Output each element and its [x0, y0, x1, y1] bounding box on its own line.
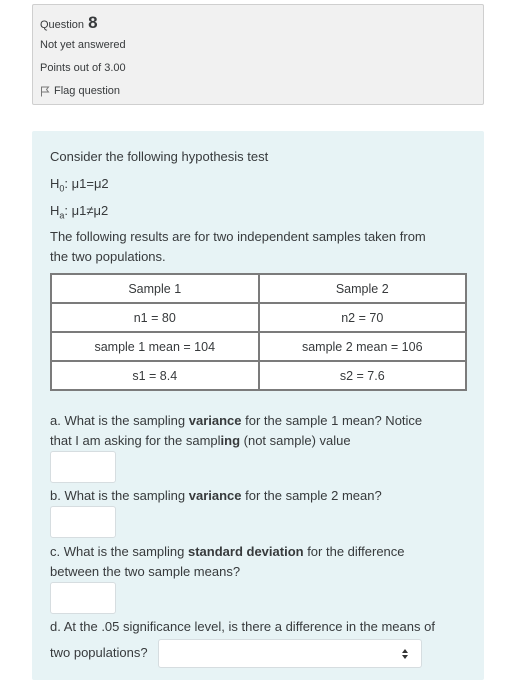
h0-text: : μ1=μ2: [64, 176, 109, 191]
ha-subscript: a: [59, 210, 65, 221]
table-row: [51, 361, 466, 390]
h0-subscript: 0: [59, 183, 65, 194]
table-cell: s1 = 8.4: [51, 361, 259, 390]
question-grade: Points out of 3.00: [40, 62, 126, 74]
table-header: Sample 1: [51, 274, 259, 303]
part-a-b2: ing: [220, 433, 241, 448]
question-number: [40, 13, 98, 33]
ha-symbol: H: [50, 203, 60, 218]
flag-question-link[interactable]: [40, 85, 120, 97]
table-cell: sample 1 mean = 104: [51, 332, 259, 361]
null-hypothesis: [50, 174, 109, 199]
flag-icon: [40, 86, 50, 97]
question-content: [32, 131, 484, 680]
results-line-2: the two populations.: [50, 249, 166, 264]
question-info-panel: [32, 4, 484, 105]
part-c-t1: c. What is the sampling: [50, 544, 188, 559]
h0-symbol: H: [50, 176, 60, 191]
ha-text: : μ1≠μ2: [64, 203, 109, 218]
flag-question-label: Flag question: [54, 85, 121, 97]
question-intro: Consider the following hypothesis test: [50, 149, 269, 164]
part-c-b1: standard deviation: [188, 544, 304, 559]
part-a-t3: that I am asking for the sampl: [50, 433, 221, 448]
part-a-b1: variance: [188, 413, 242, 428]
part-d-line-2: two populations?: [50, 645, 148, 660]
question-state: Not yet answered: [40, 39, 126, 51]
answer-d-select[interactable]: [158, 639, 422, 668]
table-cell: n2 = 70: [259, 303, 467, 332]
table-header: Sample 2: [259, 274, 467, 303]
part-b-b1: variance: [188, 488, 242, 503]
part-a-t4: (not sample) value: [240, 433, 351, 448]
part-c-text: [50, 542, 405, 582]
table-row: [51, 303, 466, 332]
answer-b-input[interactable]: [50, 506, 116, 538]
part-d-line-1: d. At the .05 significance level, is there a difference in the means of: [50, 619, 435, 634]
answer-c-input[interactable]: [50, 582, 116, 614]
table-header-row: [51, 274, 466, 303]
part-a-text: [50, 411, 422, 451]
table-cell: sample 2 mean = 106: [259, 332, 467, 361]
select-arrows-icon: [401, 648, 409, 660]
alternative-hypothesis: [50, 201, 108, 226]
table-cell: s2 = 7.6: [259, 361, 467, 390]
part-a-t1: a. What is the sampling: [50, 413, 189, 428]
results-text: [50, 227, 426, 267]
part-b-t2: for the sample 2 mean?: [241, 488, 382, 503]
part-b-text: [50, 486, 382, 506]
table-cell: n1 = 80: [51, 303, 259, 332]
part-b-t1: b. What is the sampling: [50, 488, 189, 503]
answer-a-input[interactable]: [50, 451, 116, 483]
part-a-t2: for the sample 1 mean? Notice: [241, 413, 423, 428]
samples-table: [50, 273, 467, 391]
question-prefix: Question: [40, 19, 85, 31]
part-c-t3: between the two sample means?: [50, 564, 241, 579]
results-line-1: The following results are for two independent samples taken from: [50, 229, 426, 244]
table-row: [51, 332, 466, 361]
question-number-value: 8: [88, 13, 98, 32]
part-c-t2: for the difference: [303, 544, 405, 559]
